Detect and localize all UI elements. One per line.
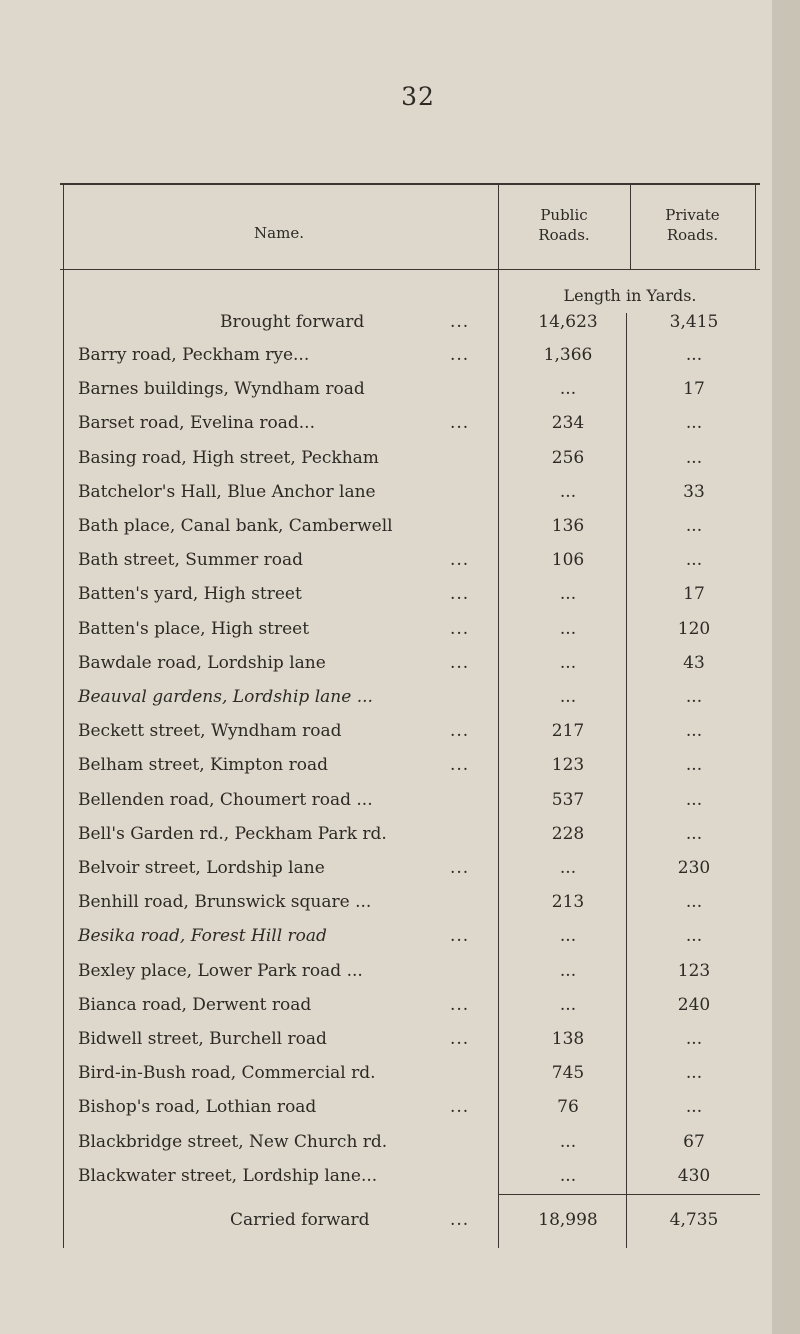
row-private-value: 430 [677,1166,711,1186]
row-private-value: ... [685,926,703,946]
brought-forward-row [60,306,760,338]
row-private-value: ... [685,824,703,844]
row-public-value: 106 [551,550,585,570]
row-private-value: ... [685,687,703,707]
row-name: Basing road, High street, Peckham [78,448,379,468]
row-public-value: ... [559,482,577,502]
row-private-value: ... [685,790,703,810]
row-leader-dots: ... [450,413,470,433]
row-public-value: 228 [551,824,585,844]
row-leader-dots: ... [450,653,470,673]
row-name: Batchelor's Hall, Blue Anchor lane [78,482,376,502]
row-public-value: 1,366 [543,345,593,365]
page-number: 32 [401,82,435,111]
row-name: Benhill road, Brunswick square ... [78,892,372,912]
row-public-value: ... [559,961,577,981]
row-private-value: 4,735 [669,1210,719,1230]
header-private [630,205,755,245]
row-public-value: ... [559,653,577,673]
table-row [60,886,760,918]
table-row [60,407,760,439]
top-rule [60,183,760,185]
table-row [60,715,760,747]
row-leader-dots: ... [450,1097,470,1117]
row-name: Besika road, Forest Hill road [78,926,327,946]
row-name: Barnes buildings, Wyndham road [78,379,365,399]
row-private-value: ... [685,755,703,775]
table-row [60,442,760,474]
table-row [60,1091,760,1123]
row-public-value: 18,998 [538,1210,598,1230]
row-public-value: ... [559,1132,577,1152]
row-leader-dots: ... [450,721,470,741]
row-public-value: 136 [551,516,585,536]
row-private-value: ... [685,516,703,536]
roads-table [60,183,760,1248]
row-name: Belham street, Kimpton road [78,755,328,775]
header-public-line1: Public [540,206,588,224]
row-public-value: ... [559,619,577,639]
row-private-value: ... [685,1097,703,1117]
row-leader-dots: ... [450,312,470,332]
row-leader-dots: ... [450,926,470,946]
header-name [60,223,498,243]
row-private-value: 67 [683,1132,705,1152]
table-row [60,955,760,987]
row-name: Belvoir street, Lordship lane [78,858,325,878]
row-public-value: 14,623 [538,312,598,332]
header-private-line2: Roads. [666,226,719,244]
row-public-value: 745 [551,1063,585,1083]
row-name: Bird-in-Bush road, Commercial rd. [78,1063,376,1083]
table-row [60,510,760,542]
row-private-value: ... [685,892,703,912]
row-name: Bell's Garden rd., Peckham Park rd. [78,824,387,844]
row-private-value: 3,415 [669,312,719,332]
table-row [60,373,760,405]
row-private-value: 33 [683,482,705,502]
row-public-value: ... [559,379,577,399]
row-private-value: 120 [677,619,711,639]
row-leader-dots: ... [450,619,470,639]
row-public-value: ... [559,858,577,878]
right-vertical-rule [755,183,756,269]
row-private-value: ... [685,1029,703,1049]
table-row [60,749,760,781]
row-name: Batten's place, High street [78,619,310,639]
row-private-value: ... [685,413,703,433]
header-private-line1: Private [665,206,720,224]
row-private-value: 123 [677,961,711,981]
table-row [60,544,760,576]
row-leader-dots: ... [450,1029,470,1049]
row-name: Blackbridge street, New Church rd. [78,1132,388,1152]
table-row [60,989,760,1021]
row-public-value: ... [559,584,577,604]
table-row [60,1160,760,1192]
table-row [60,681,760,713]
row-private-value: 240 [677,995,711,1015]
row-leader-dots: ... [450,858,470,878]
row-private-value: ... [685,345,703,365]
table-row [60,1023,760,1055]
row-private-value: ... [685,721,703,741]
page-edge-shadow [772,0,800,1334]
table-row [60,339,760,371]
row-name: Batten's yard, High street [78,584,302,604]
header-name-label: Name. [254,224,304,242]
row-private-value: 43 [683,653,705,673]
row-private-value: 230 [677,858,711,878]
row-public-value: 537 [551,790,585,810]
header-bottom-rule [60,269,760,270]
row-leader-dots: ... [450,550,470,570]
row-private-value: 17 [683,379,705,399]
row-name: Carried forward [230,1210,370,1230]
row-public-value: ... [559,1166,577,1186]
row-leader-dots: ... [450,584,470,604]
row-name: Barset road, Evelina road... [78,413,315,433]
row-public-value: 123 [551,755,585,775]
row-public-value: 217 [551,721,585,741]
row-leader-dots: ... [450,755,470,775]
table-row [60,578,760,610]
row-name: Bianca road, Derwent road [78,995,312,1015]
table-row [60,476,760,508]
row-public-value: 138 [551,1029,585,1049]
row-name: Beauval gardens, Lordship lane ... [78,687,373,707]
row-public-value: 256 [551,448,585,468]
total-rule [498,1194,760,1195]
carried-forward-row [60,1204,760,1236]
table-row [60,613,760,645]
row-name: Blackwater street, Lordship lane... [78,1166,378,1186]
row-name: Bellenden road, Choumert road ... [78,790,373,810]
row-private-value: 17 [683,584,705,604]
row-name: Bexley place, Lower Park road ... [78,961,363,981]
row-private-value: ... [685,550,703,570]
table-row [60,784,760,816]
row-name: Bath place, Canal bank, Camberwell [78,516,393,536]
row-name: Bishop's road, Lothian road [78,1097,317,1117]
units-label: Length in Yards. [563,286,697,305]
row-public-value: ... [559,995,577,1015]
table-row [60,647,760,679]
row-public-value: 76 [557,1097,579,1117]
row-name: Brought forward [220,312,365,332]
row-public-value: ... [559,926,577,946]
header-public [498,205,630,245]
row-leader-dots: ... [450,1210,470,1230]
table-row [60,1126,760,1158]
row-name: Bath street, Summer road [78,550,304,570]
row-name: Barry road, Peckham rye... [78,345,310,365]
table-row [60,818,760,850]
row-public-value: ... [559,687,577,707]
header-public-line2: Roads. [538,226,590,244]
row-public-value: 234 [551,413,585,433]
row-private-value: ... [685,1063,703,1083]
row-name: Bidwell street, Burchell road [78,1029,327,1049]
row-leader-dots: ... [450,995,470,1015]
table-row [60,852,760,884]
table-row [60,1057,760,1089]
row-private-value: ... [685,448,703,468]
table-row [60,920,760,952]
row-public-value: 213 [551,892,585,912]
row-name: Bawdale road, Lordship lane [78,653,326,673]
row-name: Beckett street, Wyndham road [78,721,342,741]
row-leader-dots: ... [450,345,470,365]
